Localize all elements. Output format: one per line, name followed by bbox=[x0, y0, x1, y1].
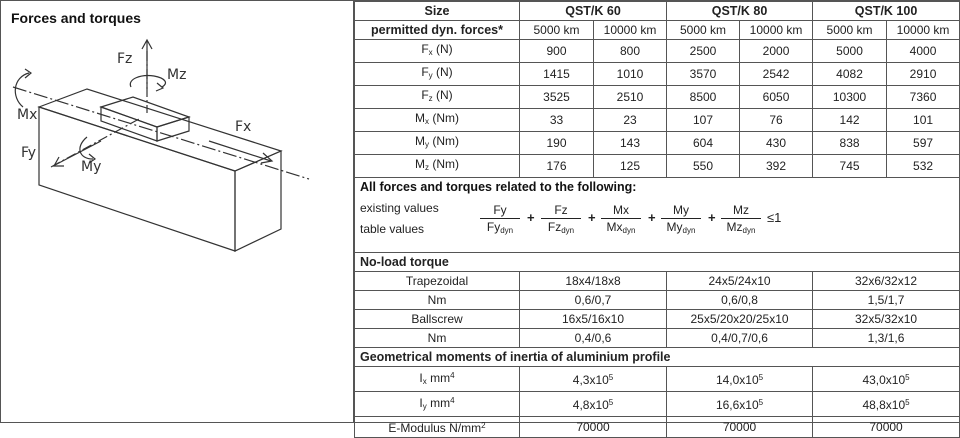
force-value: 33 bbox=[520, 109, 594, 132]
fraction-numerator: Mz bbox=[721, 202, 761, 219]
geom-value-base: 4,3x10 bbox=[572, 373, 609, 387]
geom-subscript: x bbox=[422, 377, 427, 386]
denominator-subscript: dyn bbox=[622, 226, 636, 235]
force-value: 101 bbox=[887, 109, 960, 132]
force-label bbox=[355, 86, 520, 109]
force-value: 838 bbox=[813, 132, 887, 155]
fraction-denominator bbox=[721, 219, 761, 239]
force-value: 6050 bbox=[740, 86, 813, 109]
formula-cell bbox=[355, 178, 960, 253]
force-value: 1415 bbox=[520, 63, 594, 86]
geom-value-exp: 5 bbox=[608, 398, 614, 407]
noload-row bbox=[355, 310, 960, 329]
force-value: 190 bbox=[520, 132, 594, 155]
force-value: 745 bbox=[813, 155, 887, 178]
geom-subscript: y bbox=[422, 402, 427, 411]
noload-label: Ballscrew bbox=[355, 310, 520, 329]
formula-title: All forces and torques related to the following: bbox=[360, 180, 637, 194]
noload-value: 18x4/18x8 bbox=[520, 272, 667, 291]
model-header: QST/K 100 bbox=[813, 2, 960, 21]
noload-value: 24x5/24x10 bbox=[667, 272, 813, 291]
emodulus-value: 70000 bbox=[667, 417, 813, 438]
force-symbol: F bbox=[421, 65, 429, 79]
distance-header: 10000 km bbox=[740, 21, 813, 40]
fraction-denominator bbox=[480, 219, 520, 239]
force-subscript: z bbox=[428, 94, 433, 103]
force-value: 550 bbox=[667, 155, 740, 178]
geom-value-base: 48,8x10 bbox=[862, 398, 906, 412]
force-value: 5000 bbox=[813, 40, 887, 63]
emodulus-power: 2 bbox=[481, 421, 486, 430]
denominator-subscript: dyn bbox=[500, 226, 514, 235]
x-axis-line bbox=[13, 87, 309, 179]
plus-sign: + bbox=[648, 210, 656, 225]
force-unit: (Nm) bbox=[432, 157, 459, 171]
force-value: 900 bbox=[520, 40, 594, 63]
leq-value: 1 bbox=[774, 210, 782, 225]
emodulus-label bbox=[355, 417, 520, 438]
rail-side bbox=[235, 151, 281, 251]
noload-value: 32x5/32x10 bbox=[813, 310, 960, 329]
force-label bbox=[355, 63, 520, 86]
force-value: 8500 bbox=[667, 86, 740, 109]
geom-value bbox=[813, 367, 960, 392]
force-value: 4082 bbox=[813, 63, 887, 86]
force-value: 2000 bbox=[740, 40, 813, 63]
noload-row bbox=[355, 272, 960, 291]
force-unit: (N) bbox=[436, 88, 453, 102]
force-value: 2910 bbox=[887, 63, 960, 86]
geom-title: Geometrical moments of inertia of aluminium profile bbox=[355, 348, 960, 367]
force-subscript: z bbox=[425, 163, 429, 172]
force-label bbox=[355, 155, 520, 178]
geom-value bbox=[520, 367, 667, 392]
emodulus-value: 70000 bbox=[520, 417, 667, 438]
force-symbol: F bbox=[421, 88, 429, 102]
size-header: Size bbox=[355, 2, 520, 21]
force-label bbox=[355, 109, 520, 132]
emodulus-value: 70000 bbox=[813, 417, 960, 438]
table-values-label: table values bbox=[360, 222, 425, 236]
noload-title: No-load torque bbox=[355, 253, 960, 272]
denominator-subscript: dyn bbox=[561, 226, 575, 235]
force-subscript: x bbox=[428, 48, 433, 57]
force-unit: (N) bbox=[436, 65, 453, 79]
label-my: My bbox=[81, 159, 102, 175]
geom-symbol: I bbox=[419, 396, 423, 410]
geom-unit: mm bbox=[430, 396, 451, 410]
force-value: 597 bbox=[887, 132, 960, 155]
force-label bbox=[355, 132, 520, 155]
formula-fraction bbox=[601, 202, 641, 239]
denominator-subscript: dyn bbox=[742, 226, 756, 235]
noload-value: 0,6/0,8 bbox=[667, 291, 813, 310]
geom-unit-power: 4 bbox=[450, 396, 455, 405]
noload-value: 0,4/0,7/0,6 bbox=[667, 329, 813, 348]
emodulus-text: E-Modulus N/mm bbox=[388, 421, 482, 435]
geom-value bbox=[667, 367, 813, 392]
force-value: 392 bbox=[740, 155, 813, 178]
force-value: 143 bbox=[594, 132, 667, 155]
geom-label bbox=[355, 392, 520, 417]
force-value: 142 bbox=[813, 109, 887, 132]
force-value: 2542 bbox=[740, 63, 813, 86]
distance-header: 10000 km bbox=[887, 21, 960, 40]
geom-value-base: 16,6x10 bbox=[715, 398, 759, 412]
force-value: 76 bbox=[740, 109, 813, 132]
panel-title: Forces and torques bbox=[11, 10, 141, 26]
denominator-subscript: dyn bbox=[682, 226, 696, 235]
permitted-forces-header: permitted dyn. forces* bbox=[355, 21, 520, 40]
force-row bbox=[355, 63, 960, 86]
geom-unit: mm bbox=[430, 371, 451, 385]
fraction-numerator: Fy bbox=[480, 202, 520, 219]
force-value: 532 bbox=[887, 155, 960, 178]
force-value: 10300 bbox=[813, 86, 887, 109]
noload-value: 0,4/0,6 bbox=[520, 329, 667, 348]
force-unit: (Nm) bbox=[432, 111, 459, 125]
formula-row bbox=[355, 178, 960, 253]
force-row bbox=[355, 155, 960, 178]
leq-one bbox=[767, 210, 781, 225]
noload-title-row bbox=[355, 253, 960, 272]
force-value: 4000 bbox=[887, 40, 960, 63]
existing-values-label: existing values bbox=[360, 201, 439, 215]
distance-header: 5000 km bbox=[667, 21, 740, 40]
fraction-numerator: Fz bbox=[541, 202, 581, 219]
distance-row bbox=[355, 21, 960, 40]
formula-fraction bbox=[541, 202, 581, 239]
fraction-denominator bbox=[661, 219, 701, 239]
plus-sign: + bbox=[527, 210, 535, 225]
distance-header: 10000 km bbox=[594, 21, 667, 40]
geom-value-exp: 5 bbox=[905, 373, 910, 382]
force-value: 107 bbox=[667, 109, 740, 132]
noload-row bbox=[355, 291, 960, 310]
geom-value-exp: 5 bbox=[758, 398, 764, 407]
force-row bbox=[355, 132, 960, 155]
force-unit: (Nm) bbox=[432, 134, 459, 148]
label-mz: Mz bbox=[167, 67, 187, 83]
noload-label: Nm bbox=[355, 291, 520, 310]
forces-diagram-panel bbox=[1, 1, 354, 422]
geom-value-exp: 5 bbox=[758, 373, 764, 382]
header-row bbox=[355, 2, 960, 21]
force-symbol: M bbox=[415, 157, 425, 171]
geom-value bbox=[667, 392, 813, 417]
force-value: 3525 bbox=[520, 86, 594, 109]
denominator-symbol: Mz bbox=[726, 220, 743, 234]
force-row bbox=[355, 40, 960, 63]
fraction-numerator: Mx bbox=[601, 202, 641, 219]
denominator-symbol: My bbox=[666, 220, 683, 234]
noload-label: Nm bbox=[355, 329, 520, 348]
force-value: 176 bbox=[520, 155, 594, 178]
force-value: 1010 bbox=[594, 63, 667, 86]
force-value: 430 bbox=[740, 132, 813, 155]
force-symbol: M bbox=[415, 111, 425, 125]
force-value: 23 bbox=[594, 109, 667, 132]
label-mx: Mx bbox=[17, 107, 38, 123]
geom-unit-power: 4 bbox=[450, 371, 455, 380]
noload-value: 1,5/1,7 bbox=[813, 291, 960, 310]
spec-table-panel bbox=[354, 1, 959, 438]
label-fx: Fx bbox=[235, 119, 252, 135]
denominator-symbol: Fy bbox=[486, 220, 501, 234]
geom-row bbox=[355, 392, 960, 417]
distance-header: 5000 km bbox=[520, 21, 594, 40]
label-fy: Fy bbox=[21, 145, 37, 161]
fraction-denominator bbox=[601, 219, 641, 239]
rail-front bbox=[39, 107, 235, 251]
force-symbol: M bbox=[415, 134, 425, 148]
force-row bbox=[355, 86, 960, 109]
model-header: QST/K 80 bbox=[667, 2, 813, 21]
fraction-denominator bbox=[541, 219, 581, 239]
force-value: 125 bbox=[594, 155, 667, 178]
geom-symbol: I bbox=[419, 371, 423, 385]
force-value: 604 bbox=[667, 132, 740, 155]
force-value: 2500 bbox=[667, 40, 740, 63]
leq-sign: ≤ bbox=[767, 210, 775, 225]
plus-sign: + bbox=[588, 210, 596, 225]
model-header: QST/K 60 bbox=[520, 2, 667, 21]
noload-value: 25x5/20x20/25x10 bbox=[667, 310, 813, 329]
geom-title-row bbox=[355, 348, 960, 367]
geom-value-exp: 5 bbox=[905, 398, 910, 407]
geom-value bbox=[520, 392, 667, 417]
denominator-symbol: Fz bbox=[547, 220, 562, 234]
force-unit: (N) bbox=[436, 42, 453, 56]
noload-value: 32x6/32x12 bbox=[813, 272, 960, 291]
mz-rotation-head bbox=[156, 83, 163, 91]
fraction-numerator: My bbox=[661, 202, 701, 219]
geom-value-base: 14,0x10 bbox=[715, 373, 759, 387]
force-symbol: F bbox=[421, 42, 429, 56]
force-label bbox=[355, 40, 520, 63]
formula-fraction bbox=[661, 202, 701, 239]
force-value: 800 bbox=[594, 40, 667, 63]
geom-value-base: 4,8x10 bbox=[572, 398, 609, 412]
geom-row bbox=[355, 367, 960, 392]
force-value: 7360 bbox=[887, 86, 960, 109]
emodulus-row bbox=[355, 417, 960, 438]
geom-value-exp: 5 bbox=[608, 373, 614, 382]
force-subscript: y bbox=[428, 71, 433, 80]
force-value: 3570 bbox=[667, 63, 740, 86]
geom-label bbox=[355, 367, 520, 392]
geom-value bbox=[813, 392, 960, 417]
plus-sign: + bbox=[708, 210, 716, 225]
noload-value: 1,3/1,6 bbox=[813, 329, 960, 348]
force-value: 2510 bbox=[594, 86, 667, 109]
distance-header: 5000 km bbox=[813, 21, 887, 40]
label-fz: Fz bbox=[117, 51, 133, 67]
noload-value: 16x5/16x10 bbox=[520, 310, 667, 329]
force-subscript: y bbox=[425, 140, 429, 149]
noload-value: 0,6/0,7 bbox=[520, 291, 667, 310]
geom-value-base: 43,0x10 bbox=[862, 373, 906, 387]
force-row bbox=[355, 109, 960, 132]
spec-table bbox=[354, 1, 960, 438]
denominator-symbol: Mx bbox=[606, 220, 623, 234]
noload-label: Trapezoidal bbox=[355, 272, 520, 291]
forces-torques-diagram bbox=[9, 29, 345, 289]
formula-fraction bbox=[721, 202, 761, 239]
formula-fraction bbox=[480, 202, 520, 239]
noload-row bbox=[355, 329, 960, 348]
force-subscript: x bbox=[425, 117, 429, 126]
